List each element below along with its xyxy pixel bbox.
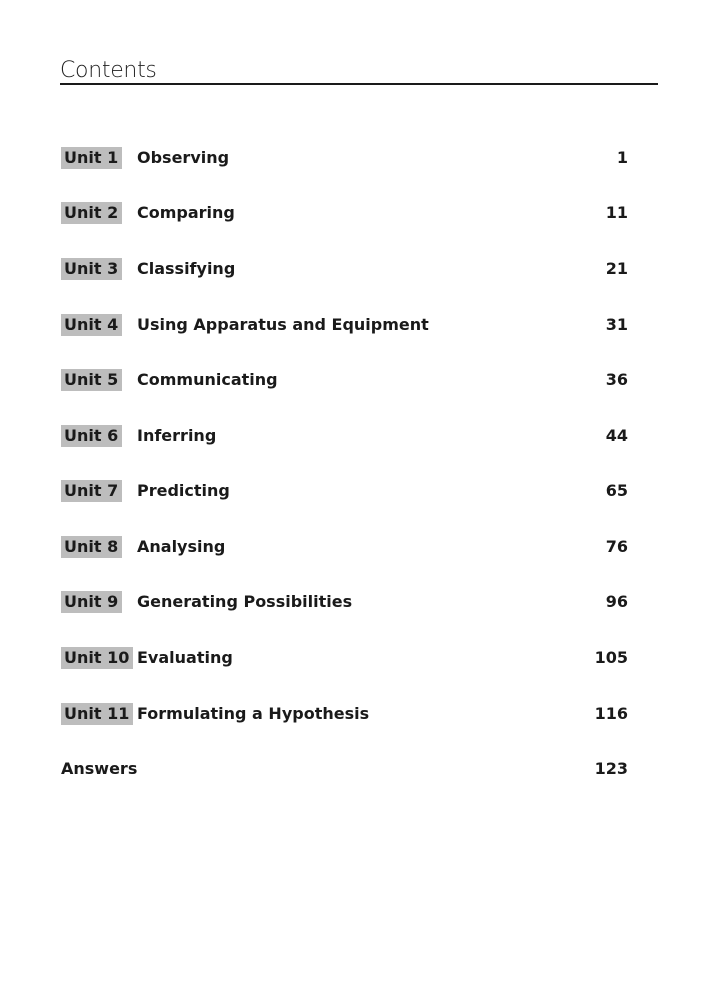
unit-label: Unit 9 — [61, 591, 122, 613]
toc-entry[interactable] — [61, 703, 628, 727]
page-number: 96 — [605, 592, 628, 611]
unit-label: Unit 4 — [61, 314, 122, 336]
unit-label: Unit 10 — [61, 647, 133, 669]
toc-entry[interactable] — [61, 425, 628, 449]
unit-label: Unit 5 — [61, 369, 122, 391]
page-number: 123 — [594, 759, 628, 778]
page-number: 116 — [594, 704, 628, 723]
entry-title: Formulating a Hypothesis — [137, 704, 370, 723]
page-number: 21 — [605, 259, 628, 278]
entry-title: Inferring — [137, 426, 217, 445]
entry-title: Answers — [61, 759, 138, 778]
toc-entry[interactable] — [61, 480, 628, 504]
toc-entry[interactable] — [61, 202, 628, 226]
unit-label: Unit 2 — [61, 202, 122, 224]
page-number: 36 — [605, 370, 628, 389]
toc-entry[interactable] — [61, 647, 628, 671]
title-rule — [60, 83, 658, 85]
page-number: 65 — [605, 481, 628, 500]
page-number: 76 — [605, 537, 628, 556]
toc-entry[interactable] — [61, 591, 628, 615]
toc-entry[interactable] — [61, 147, 628, 171]
entry-title: Using Apparatus and Equipment — [137, 315, 429, 334]
entry-title: Communicating — [137, 370, 278, 389]
entry-title: Classifying — [137, 259, 236, 278]
entry-title: Comparing — [137, 203, 235, 222]
page-number: 1 — [616, 148, 628, 167]
entry-title: Evaluating — [137, 648, 233, 667]
unit-label: Unit 1 — [61, 147, 122, 169]
page-number: 31 — [605, 315, 628, 334]
toc-entry[interactable] — [61, 258, 628, 282]
page-number: 105 — [594, 648, 628, 667]
entry-title: Analysing — [137, 537, 226, 556]
page-number: 44 — [605, 426, 628, 445]
toc-entry[interactable] — [61, 536, 628, 560]
entry-title: Predicting — [137, 481, 230, 500]
unit-label: Unit 8 — [61, 536, 122, 558]
page-title: Contents — [60, 58, 157, 83]
unit-label: Unit 3 — [61, 258, 122, 280]
toc-entry[interactable] — [61, 369, 628, 393]
unit-label: Unit 11 — [61, 703, 133, 725]
page-number: 11 — [605, 203, 628, 222]
entry-title: Generating Possibilities — [137, 592, 353, 611]
unit-label: Unit 6 — [61, 425, 122, 447]
entry-title: Observing — [137, 148, 230, 167]
unit-label: Unit 7 — [61, 480, 122, 502]
toc-entry-answers[interactable] — [61, 758, 628, 782]
toc-entry[interactable] — [61, 314, 628, 338]
